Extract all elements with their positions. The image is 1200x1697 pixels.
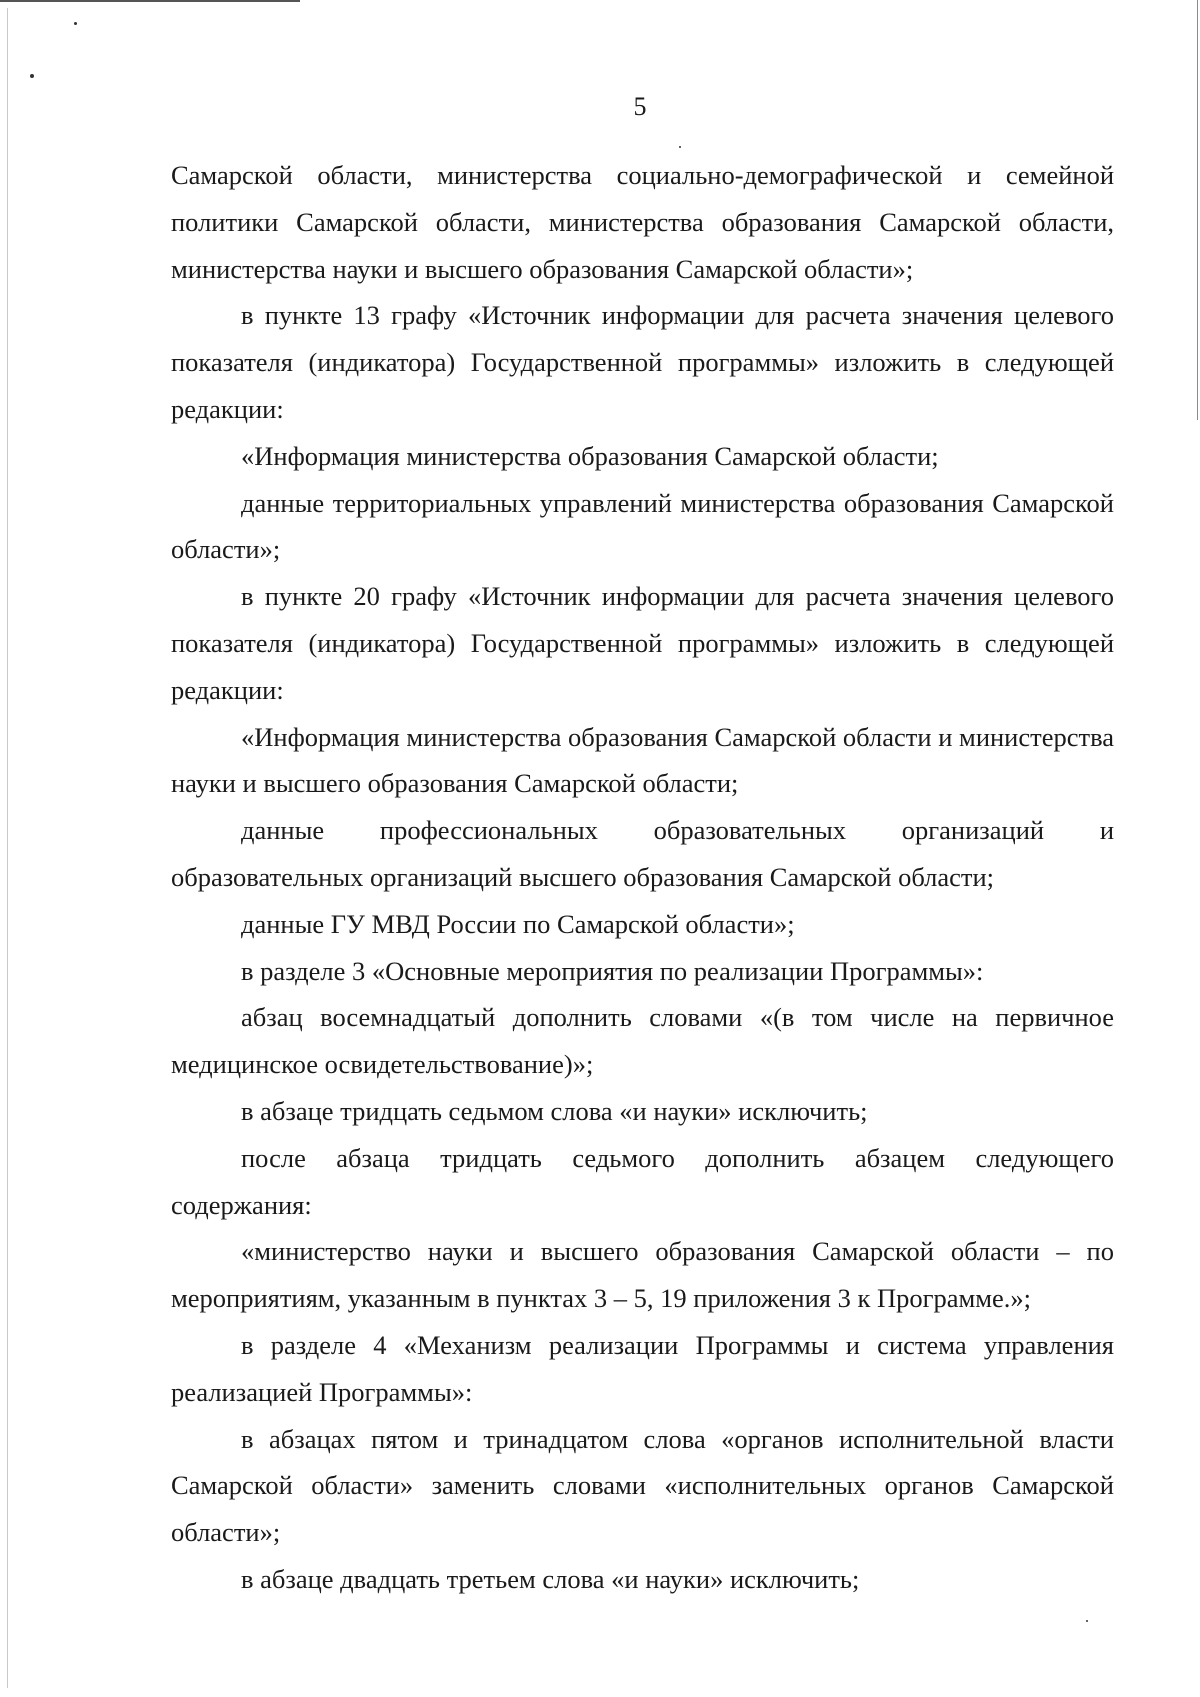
paragraph: «Информация министерства образования Самарской области и министерства науки и высшего образования Самарской области; [171,721,1114,799]
paragraph: абзац восемнадцатый дополнить словами «(в том числе на первичное медицинское освидетельствование)»; [171,1002,1114,1080]
paragraph: в абзаце двадцать третьем слова «и науки» исключить; [241,1563,860,1594]
paragraph: после абзаца тридцать седьмого дополнить абзацем следующего содержания: [171,1142,1114,1220]
paragraph: Самарской области, министерства социально-демографической и семейной политики Самарской области, министерства образования Самарской области, министерства науки и высшего образования Самарской области»; [171,160,1114,284]
paragraph: данные территориальных управлений министерства образования Самарской области»; [171,487,1114,565]
scan-speck [74,22,77,25]
paragraph: в разделе 4 «Механизм реализации Программы и система управления реализацией Программы»: [171,1329,1114,1407]
paragraph: в абзаце тридцать седьмом слова «и науки» исключить; [241,1095,868,1126]
paragraph: «министерство науки и высшего образования Самарской области – по мероприятиям, указанным в пунктах 3 – 5, 19 приложения 3 к Программе.»; [171,1236,1114,1314]
document-body [171,152,1114,1603]
paragraph: данные профессиональных образовательных организаций и образовательных организаций высшего образования Самарской области; [171,815,1114,892]
scan-speck [30,74,34,78]
paragraph: «Информация министерства образования Самарской области; [241,440,939,471]
scan-speck [1086,1620,1088,1622]
paragraph: в разделе 3 «Основные мероприятия по реализации Программы»: [241,955,984,986]
paragraph: в пункте 20 графу «Источник информации для расчета значения целевого показателя (индикатора) Государственной программы» изложить в следующей редакции: [171,581,1114,705]
scan-edge-line [1197,0,1198,420]
scan-edge-line [7,8,8,1688]
scan-speck [679,146,681,148]
page-number: 5 [633,92,647,121]
paragraph: в абзацах пятом и тринадцатом слова «органов исполнительной власти Самарской области» заменить словами «исполнительных органов Самарской области»; [171,1423,1114,1548]
paragraph: в пункте 13 графу «Источник информации для расчета значения целевого показателя (индикатора) Государственной программы» изложить в следующей редакции: [171,300,1114,424]
paragraph: данные ГУ МВД России по Самарской области»; [241,908,795,939]
scan-edge-line [0,0,300,2]
